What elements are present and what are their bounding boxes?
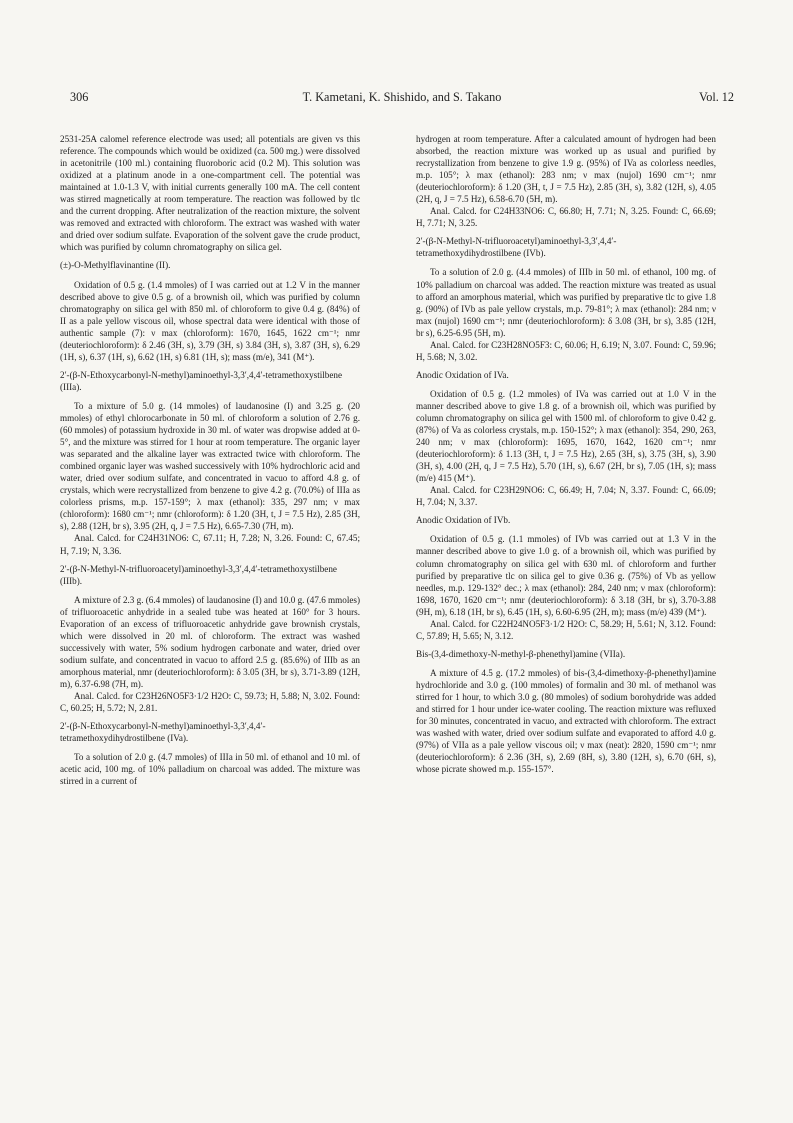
section-heading: 2′-(β-N-Ethoxycarbonyl-N-methyl)aminoethyl-3,3′,4,4′-tetramethoxydihydrostilbene (IVa). [60,721,266,744]
section-heading: (±)-O-Methylflavinantine (II). [60,260,171,271]
running-authors: T. Kametani, K. Shishido, and S. Takano [302,90,502,104]
analysis-line: Anal. Calcd. for C24H33NO6: C, 66.80; H, 7.71; N, 3.25. Found: C, 66.69; H, 7.71; N, 3.25. [416,206,716,229]
paragraph: 2531-25A calomel reference electrode was used; all potentials are given vs this reference. The compounds which would be oxidized (ca. 500 mg.) were dissolved in acetonitrile (100 ml.) containing fluoroboric acid (0.2 M). This solution was oxidized at a platinum anode in a one-compartment cell. The potential was maintained at 1.0-1.3 V, with initial currents generally 100 mA. The cell content was stirred magnetically at room temperature. The reaction was followed by tlc and the current dropping. After neutralization of the reaction mixture, the solvent was removed and extracted with chloroform. The extract was washed with water and dried over sodium sulfate. Evaporation of the solvent gave the crude product, which was purified by column chromatography on silica gel. [60,134,360,253]
analysis-line: Anal. Calcd. for C23H28NO5F3: C, 60.06; H, 6.19; N, 3.07. Found: C, 59.96; H, 5.68; N, 3.02. [416,339,716,362]
paragraph: Oxidation of 0.5 g. (1.2 mmoles) of IVa was carried out at 1.0 V in the manner described above to give 1.8 g. of a brownish oil, which was purified by column chromatography on silica gel with 1500 ml. of chloroform to give 0.42 g. (87%) of Va as colorless crystals, m.p. 150-152°; λ max (ethanol): 354, 290, 263, 240 nm; ν max (chloroform): 1695, 1670, 1642, 1620 cm⁻¹; nmr (deuteriochloroform): δ 1.13 (3H, t, J = 7.5 Hz), 2.65 (3H, s), 3.75 (3H, s), 3.90 (3H, s), 4.00 (2H, q, J = 7.5 Hz), 5.70 (1H, s), 6.67 (2H, br s), 7.05 (1H, s); mass (m/e) 415 (M⁺). [416,388,716,484]
volume-label: Vol. 12 [699,90,734,104]
paragraph: To a solution of 2.0 g. (4.7 mmoles) of IIIa in 50 ml. of ethanol and 10 ml. of acetic acid, 100 mg. of 10% palladium on charcoal was added. The mixture was stirred in a current of [60,752,360,787]
paragraph: To a solution of 2.0 g. (4.4 mmoles) of IIIb in 50 ml. of ethanol, 100 mg. of 10% palladium on charcoal was added. The reaction mixture was treated as usual to afford an amorphous material, which was purified by preparative tlc to give 1.8 g. (90%) of IVb as pale yellow crystals, m.p. 79-81°; λ max (ethanol): 284 nm; ν max (nujol) 1690 cm⁻¹; nmr (deuteriochloroform): δ 3.08 (3H, br s), 3.85 (12H, br s), 6.25-6.95 (5H, m). [416,267,716,338]
section-heading: 2′-(β-N-Methyl-N-trifluoroacetyl)aminoethyl-3,3′,4,4′-tetramethoxystilbene (IIIb). [60,563,337,586]
analysis-line: Anal. Calcd. for C22H24NO5F3·1/2 H2O: C, 58.29; H, 5.61; N, 3.12. Found: C, 57.89; H, 5.65; N, 3.12. [416,618,716,641]
paragraph: A mixture of 4.5 g. (17.2 mmoles) of bis-(3,4-dimethoxy-β-phenethyl)amine hydrochloride and 3.0 g. (100 mmoles) of formalin and 30 ml. of methanol was stirred for 1 hour, to which 3.0 g. (80 mmoles) of sodium borohydride was added and stirred for 1 hour under ice-water cooling. The reaction mixture was refluxed for 30 minutes, concentrated in vacuo, and extracted with chloroform. The extract was washed with water, dried over sodium sulfate and evaporated to afford 4.0 g. (97%) of VIIa as a pale yellow viscous oil; ν max (neat): 2820, 1590 cm⁻¹; nmr (deuteriochloroform): δ 2.36 (3H, s), 2.69 (8H, s), 3.80 (12H, s), 6.70 (6H, s), whose picrate showed m.p. 155-157°. [416,667,716,775]
right-column [416,133,716,775]
paragraph: A mixture of 2.3 g. (6.4 mmoles) of laudanosine (I) and 10.0 g. (47.6 mmoles) of trifluoroacetic anhydride in a sealed tube was heated at 160° for 3 hours. Evaporation of an excess of trifluoroacetic anhydride gave brownish crystals, which were dissolved in 20 ml. of chloroform. The extract was washed successively with water, 5% sodium hydrogen carbonate and water, dried over sodium sulfate, and concentrated in vacuo to afford 2.5 g. (85.6%) of IIIb as an amorphous material, nmr (deuteriochloroform): δ 3.05 (3H, br s), 3.71-3.89 (12H, m), 6.37-6.98 (7H, m). [60,594,360,689]
running-header [70,90,734,108]
section-heading: 2′-(β-N-Methyl-N-trifluoroacetyl)aminoethyl-3,3′,4,4′-tetramethoxydihydrostilbene (IVb). [416,236,617,259]
left-column [60,133,360,787]
page-number: 306 [70,90,89,104]
section-heading: Anodic Oxidation of IVb. [416,515,511,526]
section-heading: Anodic Oxidation of IVa. [416,369,509,380]
analysis-line: Anal. Calcd. for C24H31NO6: C, 67.11; H, 7.28; N, 3.26. Found: C, 67.45; H, 7.19; N, 3.36. [60,533,360,556]
paragraph: Oxidation of 0.5 g. (1.4 mmoles) of I was carried out at 1.2 V in the manner described above to give 0.5 g. of a brownish oil, which was purified by column chromatography on silica gel with 850 ml. of chloroform to give 0.4 g. (84%) of II as a pale yellow viscous oil, whose spectral data were identical with those of authentic sample (7): ν max (chloroform): 1670, 1645, 1622 cm⁻¹; nmr (deuteriochloroform): δ 2.46 (3H, s), 3.79 (3H, s) 3.84 (3H, s), 3.87 (3H, s), 6.29 (1H, s), 6.37 (1H, s), 6.62 (1H, s) 6.81 (1H, s); mass (m/e), 341 (M⁺). [60,279,360,362]
paragraph: hydrogen at room temperature. After a calculated amount of hydrogen had been absorbed, the reaction mixture was worked up as usual and purified by recrystallization from benzene to give 1.9 g. (95%) of IVa as colorless needles, m.p. 105°; λ max (ethanol): 283 nm; ν max (nujol) 1690 cm⁻¹; nmr (deuteriochloroform): δ 1.20 (3H, t, J = 7.5 Hz), 2.85 (3H, s), 3.82 (12H, s), 4.05 (2H, q, J = 7.5 Hz), 6.58-6.70 (5H, m). [416,134,716,205]
paragraph: To a mixture of 5.0 g. (14 mmoles) of laudanosine (I) and 3.25 g. (20 mmoles) of ethyl chlorocarbonate in 50 ml. of chloroform a solution of 2.76 g. (60 mmoles) of potassium hydroxide in 30 ml. of water was dropwise added at 0-5°, and the mixture was stirred for 1 hour at room temperature. The organic layer was separated and the alkaline layer was extracted twice with chloroform. The combined organic layer was washed successively with 10% hydrochloric acid and water, dried over sodium sulfate, and concentrated in vacuo to afford 4.8 g. of crystals, which were recrystallized from benzene to give 4.2 g. (70.0%) of IIIa as colorless prisms, m.p. 157-159°; λ max (ethanol): 335, 297 nm; ν max (chloroform): 1680 cm⁻¹; nmr (chloroform): δ 1.20 (3H, t, J = 7.5 Hz), 2.85 (3H, s), 2.88 (12H, br s), 3.95 (2H, q, J = 7.5 Hz), 6.65-7.30 (7H, m). [60,400,360,532]
analysis-line: Anal. Calcd. for C23H29NO6: C, 66.49; H, 7.04; N, 3.37. Found: C, 66.09; H, 7.04; N, 3.37. [416,485,716,508]
paragraph: Oxidation of 0.5 g. (1.1 mmoles) of IVb was carried out at 1.3 V in the manner described above to give 1.0 g. of a brownish oil, which was purified by column chromatography on silica gel with 630 ml. of chloroform and further purified by preparative tlc on silica gel to give 0.36 g. (75%) of Vb as yellow needles, m.p. 129-132° dec.; λ max (ethanol): 284, 240 nm; ν max (chloroform): 1698, 1670, 1620 cm⁻¹; nmr (deuteriochloroform): δ 3.18 (3H, br s), 3.70-3.88 (9H, m), 6.18 (1H, br s), 6.45 (1H, s), 6.60-6.95 (2H, m); mass (m/e) 439 (M⁺). [416,534,716,617]
section-heading: Bis-(3,4-dimethoxy-N-methyl-β-phenethyl)amine (VIIa). [416,648,626,659]
section-heading: 2′-(β-N-Ethoxycarbonyl-N-methyl)aminoethyl-3,3′,4,4′-tetramethoxystilbene (IIIa). [60,369,343,392]
analysis-line: Anal. Calcd. for C23H26NO5F3·1/2 H2O: C, 59.73; H, 5.88; N, 3.02. Found: C, 60.25; H, 5.72; N, 2.81. [60,691,360,714]
